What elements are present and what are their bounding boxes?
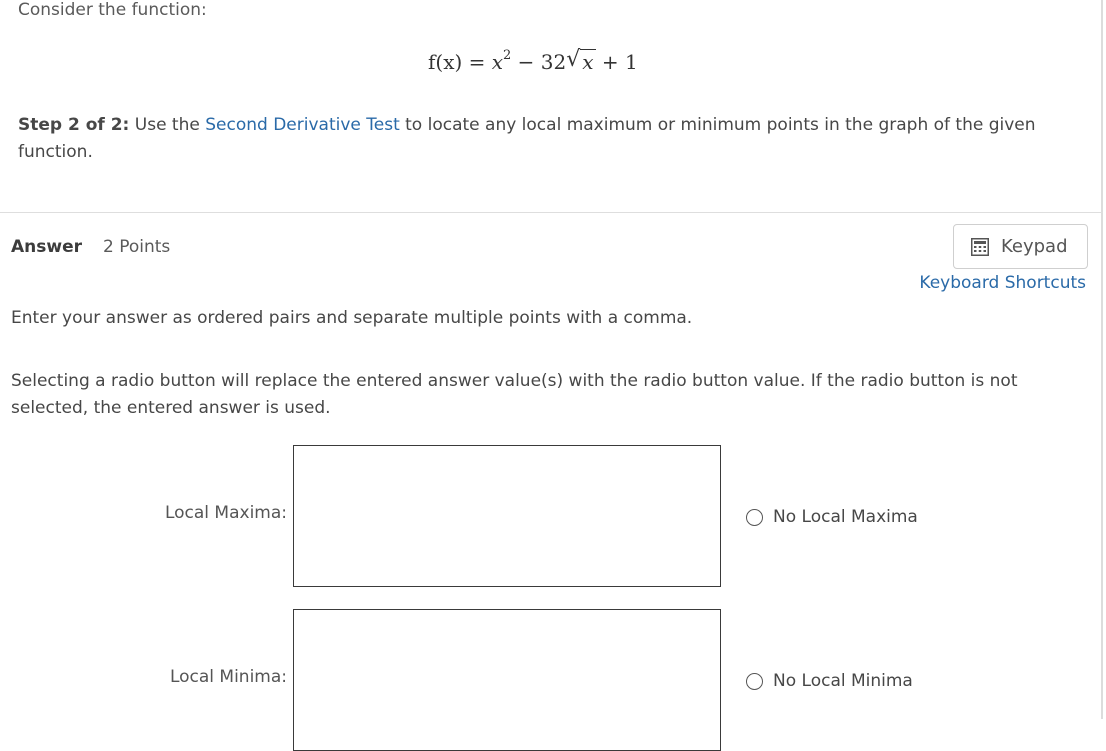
no-local-minima-radio[interactable] — [746, 671, 913, 691]
step-text-1: Use the — [129, 115, 206, 135]
radio-circle-icon — [746, 673, 763, 690]
formula-sqrt — [566, 47, 595, 74]
keypad-label: Keypad — [1001, 236, 1068, 257]
function-formula — [428, 47, 638, 74]
no-local-maxima-radio[interactable] — [746, 507, 918, 527]
local-maxima-label: Local Maxima: — [164, 503, 287, 523]
formula-lhs: f(x) = — [428, 50, 492, 74]
answer-instruction-2: Selecting a radio button will replace the entered answer value(s) with the radio button value. If the radio button is not selected, the entered answer is used. — [11, 371, 1018, 418]
answer-panel — [0, 213, 1103, 719]
second-derivative-test-link[interactable]: Second Derivative Test — [205, 115, 400, 135]
step-text-2: to locate any local maximum or minimum points in the graph of the given function. — [18, 115, 1036, 162]
radio-circle-icon — [746, 509, 763, 526]
formula-radicand: x — [582, 50, 594, 74]
local-maxima-input[interactable] — [293, 445, 721, 587]
step-prefix: Step 2 of 2: — [18, 115, 130, 135]
no-local-maxima-label: No Local Maxima — [773, 507, 918, 527]
step-instruction — [18, 112, 1083, 166]
answer-instruction-1: Enter your answer as ordered pairs and separate multiple points with a comma. — [11, 308, 693, 328]
local-minima-label: Local Minima: — [169, 667, 287, 687]
keypad-button[interactable] — [953, 224, 1088, 269]
sqrt-symbol-icon: √ — [566, 47, 581, 72]
no-local-minima-label: No Local Minima — [773, 671, 913, 691]
question-intro: Consider the function: — [18, 0, 207, 20]
formula-term1-base: x — [491, 50, 504, 74]
points-value: 2 Points — [103, 237, 171, 257]
answer-label: Answer — [11, 237, 82, 257]
keyboard-shortcuts-link[interactable]: Keyboard Shortcuts — [919, 273, 1086, 293]
keypad-icon — [971, 238, 989, 256]
formula-term1-exp: 2 — [503, 48, 512, 64]
formula-op1: − 32 — [511, 50, 567, 74]
local-minima-input[interactable] — [293, 609, 721, 751]
question-panel — [0, 0, 1103, 213]
formula-op2: + 1 — [595, 50, 638, 74]
